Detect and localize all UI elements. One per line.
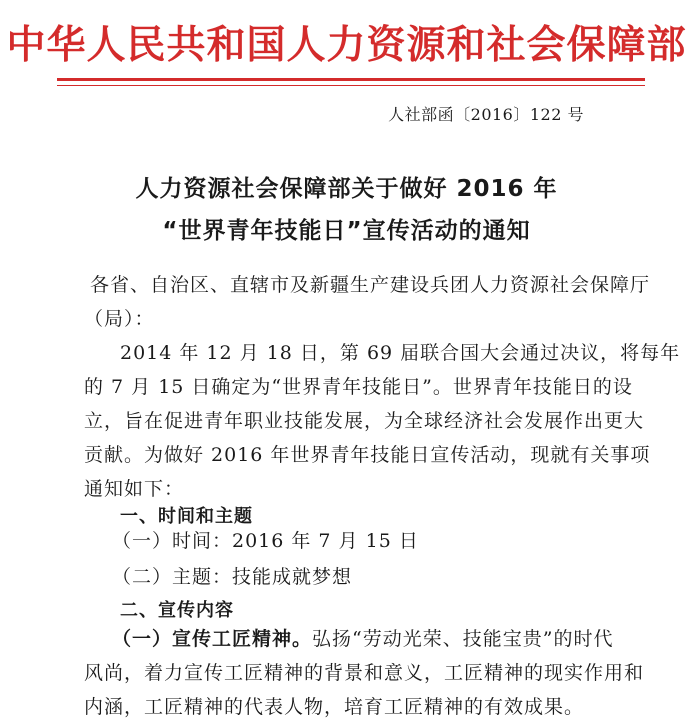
- content-line-2: 风尚，着力宣传工匠精神的背景和意义，工匠精神的现实作用和: [84, 662, 645, 684]
- letterhead-rule-thin: [57, 85, 645, 86]
- letterhead-rule-thick: [57, 78, 645, 81]
- time-item: （一）时间：2016 年 7 月 15 日: [112, 530, 419, 552]
- recipients-line-2: （局）：: [84, 308, 155, 330]
- document-title-line-1: 人力资源社会保障部关于做好 2016 年: [135, 176, 558, 202]
- theme-item: （二）主题：技能成就梦想: [112, 566, 353, 588]
- document-number: 人社部函〔2016〕122 号: [388, 105, 584, 124]
- intro-line-5: 通知如下：: [84, 478, 185, 500]
- document-title-line-2: “世界青年技能日”宣传活动的通知: [162, 218, 531, 244]
- letterhead-title: 中华人民共和国人力资源和社会保障部: [6, 23, 687, 68]
- intro-line-3: 立，旨在促进青年职业技能发展，为全球经济社会发展作出更大: [84, 410, 645, 432]
- content-item-lead: （一）宣传工匠精神。: [112, 628, 313, 650]
- content-item-line-1: [112, 622, 613, 656]
- intro-line-2: 的 7 月 15 日确定为“世界青年技能日”。世界青年技能日的设: [84, 376, 633, 398]
- content-line-3: 内涵，工匠精神的代表人物，培育工匠精神的有效成果。: [84, 696, 585, 718]
- section-heading-content: 二、宣传内容: [120, 600, 234, 621]
- section-heading-time-theme: 一、时间和主题: [120, 506, 253, 527]
- recipients-line-1: 各省、自治区、直辖市及新疆生产建设兵团人力资源社会保障厅: [90, 274, 651, 296]
- intro-line-4: 贡献。为做好 2016 年世界青年技能日宣传活动，现就有关事项: [84, 444, 651, 466]
- intro-line-1: 2014 年 12 月 18 日，第 69 届联合国大会通过决议，将每年: [120, 342, 681, 364]
- content-item-rest: 弘扬“劳动光荣、技能宝贵”的时代: [312, 628, 614, 650]
